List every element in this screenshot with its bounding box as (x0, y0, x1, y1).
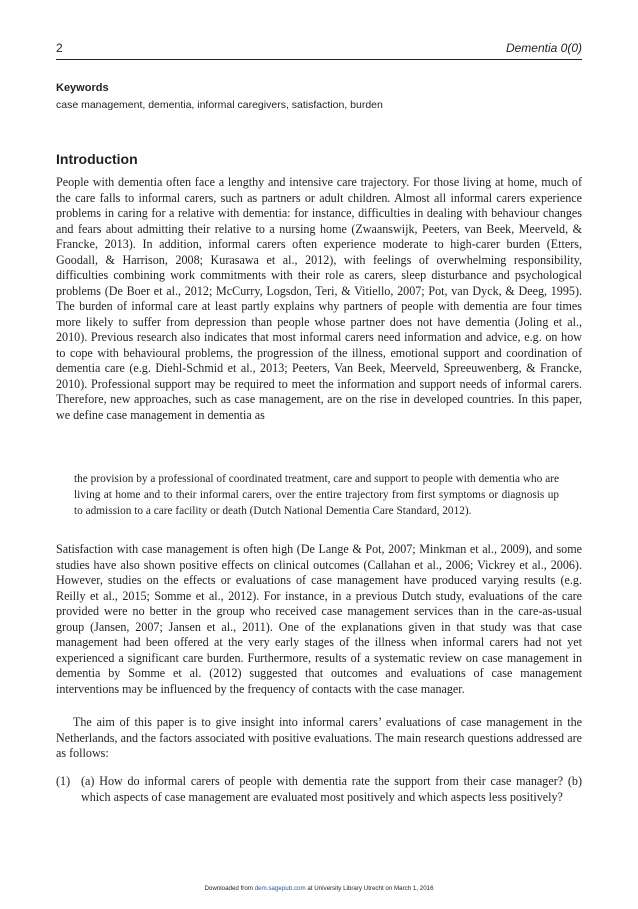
keywords-section (56, 80, 582, 113)
keywords-text: case management, dementia, informal caregivers, satisfaction, burden (56, 99, 383, 111)
case-management-definition-quote: the provision by a professional of coordinated treatment, care and support to people with dementia who are living at home and to their informal carers, over the entire trajectory from first symptoms or diagnosis up to admission to a care facility or death (Dutch National Dementia Care Standard, 2012). (74, 473, 559, 517)
keywords-heading: Keywords (56, 82, 109, 94)
research-question-text: (a) How do informal carers of people with dementia rate the support from their case manager? (b) which aspects of case management are evaluated most positively and which aspects less positively? (81, 774, 582, 804)
page-header (56, 40, 582, 60)
introduction-paragraph-3: The aim of this paper is to give insight into informal carers’ evaluations of case management in the Netherlands, and the factors associated with positive evaluations. The main research questions addressed are as follows: (56, 715, 582, 760)
footer-suffix: at University Library Utrecht on March 1, 2016 (307, 885, 434, 892)
introduction-paragraph-2: Satisfaction with case management is often high (De Lange & Pot, 2007; Minkman et al., 2009), and some studies have also shown positive effects on clinical outcomes (Callahan et al., 2006; Vickrey et al., 2006). However, studies on the effects or evaluations of case management have produced varying results (e.g. Reilly et al., 2015; Somme et al., 2012). For instance, in a previous Dutch study, evaluations of the care provided were no better in the group who received case management services than in the care-as-usual group (Jansen, 2007; Jansen et al., 2011). One of the explanations given in that study was that case management had been offered at the very early stages of the illness when informal carers had not yet experienced a significant care burden. Furthermore, results of a systematic review on case management in dementia by Somme et al. (2012) suggested that outcomes and evaluations of case management interventions may be influenced by the frequency of contacts with the case manager. (56, 542, 582, 696)
journal-running-head: Dementia 0(0) (505, 41, 582, 55)
footer-site-link[interactable]: dem.sagepub.com (254, 885, 306, 892)
page-number: 2 (56, 41, 63, 55)
download-footer (0, 885, 638, 892)
footer-prefix: Downloaded from (204, 885, 253, 892)
research-questions-list (56, 774, 582, 805)
introduction-paragraph-1: People with dementia often face a lengthy and intensive care trajectory. For those living at home, much of the care falls to informal carers, such as partners or adult children. Almost all informal carers experience problems in caring for a relative with dementia: for instance, difficulties in dealing with behaviour changes and fears about admitting their relative to a nursing home (Zwaanswijk, Peeters, van Beek, Meerveld, & Francke, 2013). In addition, informal carers often experience moderate to high-carer burden (Etters, Goodall, & Harrison, 2008; Kurasawa et al., 2012), with feelings of overwhelming responsibility, difficulties combining work commitments with their role as carers, sleep disturbance and psychological problems (De Boer et al., 2012; McCurry, Logsdon, Teri, & Vitiello, 2007; Pot, van Dyck, & Deeg, 1995). The burden of informal care at least partly explains why partners of people with dementia are four times more likely to suffer from depression than people whose partner does not have dementia (Joling et al., 2010). Previous research also indicates that most informal carers need information and advice, e.g. on how to cope with behavioural problems, the progression of the illness, emotional support and coordination of dementia care (e.g. Diehl-Schmid et al., 2013; Peeters, Van Beek, Meerveld, Spreeuwenberg, & Francke, 2010). Professional support may be required to meet the information and support needs of informal carers. Therefore, new approaches, such as case management, are on the rise in developed countries. In this paper, we define case management in dementia as (56, 175, 582, 422)
research-question-item (56, 774, 582, 805)
research-question-number: (1) (56, 774, 71, 788)
introduction-heading: Introduction (56, 151, 138, 167)
